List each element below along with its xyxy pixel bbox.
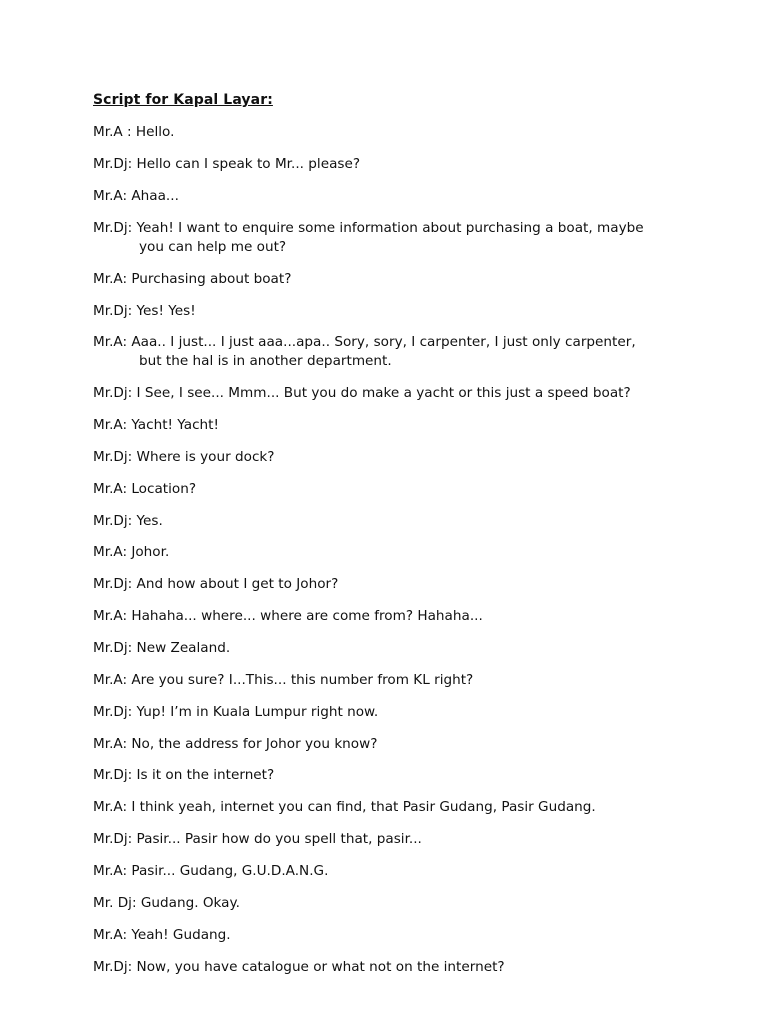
dialogue-line-continuation: but the hal is in another department. xyxy=(139,353,392,369)
dialogue-line: Mr.Dj: Where is your dock? xyxy=(93,449,275,465)
dialogue-line: Mr.Dj: Yes. xyxy=(93,513,163,529)
dialogue-line: Mr.A: Location? xyxy=(93,481,197,497)
dialogue-line: Mr.Dj: New Zealand. xyxy=(93,640,231,656)
dialogue-line: Mr.Dj: I See, I see... Mmm... But you do make a yacht or this just a speed boat? xyxy=(93,385,631,401)
dialogue-line: Mr.Dj: And how about I get to Johor? xyxy=(93,576,339,592)
dialogue-line: Mr.A: Johor. xyxy=(93,544,170,560)
dialogue-line: Mr.Dj: Yup! I’m in Kuala Lumpur right now. xyxy=(93,704,379,720)
dialogue-line: Mr.A : Hello. xyxy=(93,124,175,140)
dialogue-line: Mr.A: Purchasing about boat? xyxy=(93,271,292,287)
dialogue-line: Mr. Dj: Gudang. Okay. xyxy=(93,895,240,911)
dialogue-line-continuation: you can help me out? xyxy=(139,239,287,255)
dialogue-line: Mr.A: Hahaha... where... where are come from? Hahaha... xyxy=(93,608,483,624)
dialogue-line: Mr.A: No, the address for Johor you know? xyxy=(93,736,378,752)
dialogue-line: Mr.A: Yeah! Gudang. xyxy=(93,927,231,943)
dialogue-line: Mr.A: Pasir... Gudang, G.U.D.A.N.G. xyxy=(93,863,329,879)
dialogue-line: Mr.Dj: Hello can I speak to Mr... please? xyxy=(93,156,361,172)
dialogue-line: Mr.A: Yacht! Yacht! xyxy=(93,417,219,433)
dialogue-line: Mr.Dj: Is it on the internet? xyxy=(93,767,275,783)
dialogue-line: Mr.A: Ahaa... xyxy=(93,188,179,204)
dialogue-line: Mr.Dj: Yeah! I want to enquire some information about purchasing a boat, maybe xyxy=(93,220,644,236)
dialogue-line: Mr.A: Aaa.. I just... I just aaa...apa.. Sory, sory, I carpenter, I just only carpenter, xyxy=(93,334,636,350)
dialogue-line: Mr.A: Are you sure? I...This... this number from KL right? xyxy=(93,672,474,688)
script-title: Script for Kapal Layar: xyxy=(93,92,273,108)
dialogue-line: Mr.Dj: Yes! Yes! xyxy=(93,303,196,319)
dialogue-line: Mr.Dj: Now, you have catalogue or what not on the internet? xyxy=(93,959,505,975)
dialogue-line: Mr.A: I think yeah, internet you can find, that Pasir Gudang, Pasir Gudang. xyxy=(93,799,596,815)
dialogue-line: Mr.Dj: Pasir... Pasir how do you spell that, pasir... xyxy=(93,831,422,847)
